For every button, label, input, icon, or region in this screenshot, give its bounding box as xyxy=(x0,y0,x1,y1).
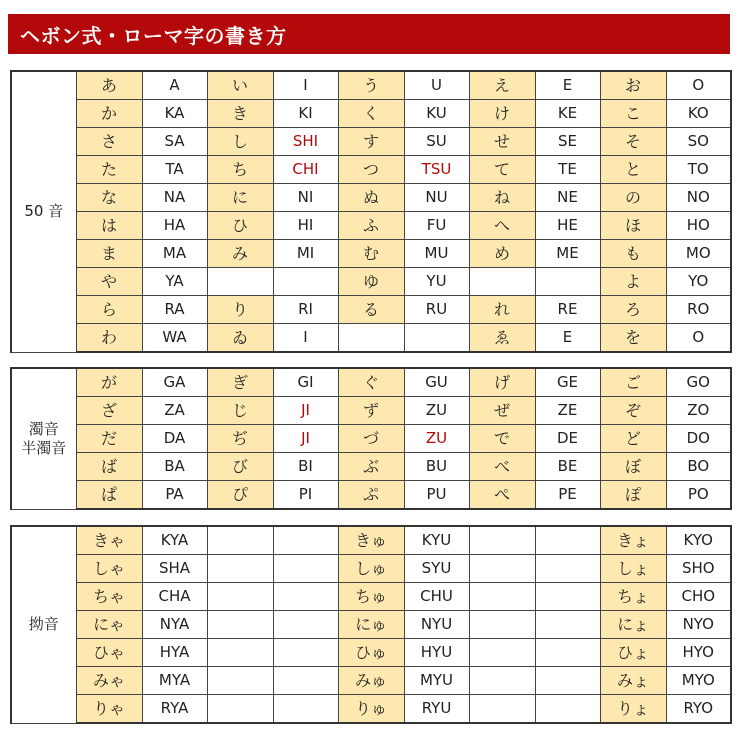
romaji-cell: SHO xyxy=(666,555,731,583)
romaji-cell: RA xyxy=(142,296,207,324)
kana-cell: ひゅ xyxy=(338,639,404,667)
kana-cell: お xyxy=(600,71,666,100)
kana-cell: みゃ xyxy=(76,667,142,695)
kana-cell: しゅ xyxy=(338,555,404,583)
romaji-cell: O xyxy=(666,71,731,100)
empty-cell xyxy=(469,667,535,695)
romaji-cell: E xyxy=(535,324,600,353)
romaji-cell: E xyxy=(535,71,600,100)
romaji-cell: CHO xyxy=(666,583,731,611)
romaji-cell: YO xyxy=(666,268,731,296)
romaji-cell: RYO xyxy=(666,695,731,724)
empty-cell xyxy=(535,611,600,639)
kana-cell: て xyxy=(469,156,535,184)
romaji-cell: ZU xyxy=(404,397,469,425)
kana-cell: みょ xyxy=(600,667,666,695)
empty-cell xyxy=(207,611,273,639)
romaji-cell: ZA xyxy=(142,397,207,425)
kana-cell: ら xyxy=(76,296,142,324)
kana-cell: る xyxy=(338,296,404,324)
romaji-cell: NE xyxy=(535,184,600,212)
empty-cell xyxy=(469,639,535,667)
table-row xyxy=(11,128,731,156)
romaji-cell: DO xyxy=(666,425,731,453)
romaji-cell: ZO xyxy=(666,397,731,425)
table-row xyxy=(11,156,731,184)
romaji-cell: O xyxy=(666,324,731,353)
kana-cell: く xyxy=(338,100,404,128)
table-row xyxy=(11,453,731,481)
kana-cell: ぽ xyxy=(600,481,666,510)
empty-cell xyxy=(469,695,535,724)
romaji-cell: GA xyxy=(142,368,207,397)
section-label: 濁音 半濁音 xyxy=(11,368,76,509)
kana-cell: ま xyxy=(76,240,142,268)
kana-cell: ぐ xyxy=(338,368,404,397)
romaji-cell: FU xyxy=(404,212,469,240)
kana-cell: ひょ xyxy=(600,639,666,667)
romaji-cell: TO xyxy=(666,156,731,184)
romaji-cell: SHI xyxy=(273,128,338,156)
kana-cell: で xyxy=(469,425,535,453)
table-row xyxy=(11,695,731,724)
empty-cell xyxy=(535,667,600,695)
kana-cell: と xyxy=(600,156,666,184)
kana-cell: きょ xyxy=(600,526,666,555)
table-row xyxy=(11,481,731,510)
empty-cell xyxy=(273,583,338,611)
kana-cell: ひゃ xyxy=(76,639,142,667)
empty-cell xyxy=(273,611,338,639)
romaji-cell: DA xyxy=(142,425,207,453)
empty-cell xyxy=(207,639,273,667)
empty-cell xyxy=(273,639,338,667)
empty-cell xyxy=(469,555,535,583)
romaji-cell: KE xyxy=(535,100,600,128)
table-row xyxy=(11,639,731,667)
romaji-cell: GU xyxy=(404,368,469,397)
table-row xyxy=(11,240,731,268)
empty-cell xyxy=(535,583,600,611)
romaji-cell: YA xyxy=(142,268,207,296)
kana-cell: じ xyxy=(207,397,273,425)
kana-cell: に xyxy=(207,184,273,212)
table-row xyxy=(11,397,731,425)
romaji-cell: MYA xyxy=(142,667,207,695)
romaji-cell: TE xyxy=(535,156,600,184)
kana-cell: りゅ xyxy=(338,695,404,724)
romaji-cell: WA xyxy=(142,324,207,353)
kana-cell: にゅ xyxy=(338,611,404,639)
kana-cell: み xyxy=(207,240,273,268)
romaji-cell: JI xyxy=(273,425,338,453)
romaji-cell: MYO xyxy=(666,667,731,695)
romaji-cell: MYU xyxy=(404,667,469,695)
romaji-cell: ZE xyxy=(535,397,600,425)
empty-cell xyxy=(207,268,273,296)
kana-cell: しょ xyxy=(600,555,666,583)
table-row xyxy=(11,100,731,128)
romaji-cell: PO xyxy=(666,481,731,510)
kana-cell: へ xyxy=(469,212,535,240)
empty-cell xyxy=(207,526,273,555)
romaji-cell: SA xyxy=(142,128,207,156)
kana-cell: れ xyxy=(469,296,535,324)
romaji-cell: MO xyxy=(666,240,731,268)
romaji-cell: SO xyxy=(666,128,731,156)
empty-cell xyxy=(207,555,273,583)
romaji-cell: NA xyxy=(142,184,207,212)
romaji-cell: SYU xyxy=(404,555,469,583)
romaji-cell: YU xyxy=(404,268,469,296)
empty-cell xyxy=(273,268,338,296)
romaji-cell: KO xyxy=(666,100,731,128)
table-row xyxy=(11,268,731,296)
kana-cell: きゅ xyxy=(338,526,404,555)
empty-cell xyxy=(535,526,600,555)
kana-cell: にゃ xyxy=(76,611,142,639)
kana-cell: り xyxy=(207,296,273,324)
kana-cell: ね xyxy=(469,184,535,212)
romaji-cell: PA xyxy=(142,481,207,510)
kana-cell: りょ xyxy=(600,695,666,724)
romaji-cell: HE xyxy=(535,212,600,240)
romaji-cell: NYU xyxy=(404,611,469,639)
kana-cell: た xyxy=(76,156,142,184)
kana-cell: ちょ xyxy=(600,583,666,611)
kana-cell: げ xyxy=(469,368,535,397)
romaji-cell: I xyxy=(273,324,338,353)
kana-cell: を xyxy=(600,324,666,353)
romaji-cell: TSU xyxy=(404,156,469,184)
romaji-cell: HO xyxy=(666,212,731,240)
romaji-cell: DE xyxy=(535,425,600,453)
empty-cell xyxy=(469,268,535,296)
kana-cell: め xyxy=(469,240,535,268)
romaji-cell: MU xyxy=(404,240,469,268)
romaji-cell: KU xyxy=(404,100,469,128)
kana-cell: ぶ xyxy=(338,453,404,481)
romaji-cell: MI xyxy=(273,240,338,268)
romaji-cell: NU xyxy=(404,184,469,212)
empty-cell xyxy=(535,639,600,667)
romaji-cell: HYA xyxy=(142,639,207,667)
romaji-cell: JI xyxy=(273,397,338,425)
kana-cell: な xyxy=(76,184,142,212)
romaji-cell: SU xyxy=(404,128,469,156)
romaji-cell: HA xyxy=(142,212,207,240)
kana-cell: にょ xyxy=(600,611,666,639)
empty-cell xyxy=(469,526,535,555)
kana-cell: ちゃ xyxy=(76,583,142,611)
romaji-cell: CHI xyxy=(273,156,338,184)
table-row xyxy=(11,324,731,353)
romaji-cell: CHA xyxy=(142,583,207,611)
table-row xyxy=(11,611,731,639)
empty-cell xyxy=(207,583,273,611)
romaji-cell: GO xyxy=(666,368,731,397)
kana-cell: ず xyxy=(338,397,404,425)
kana-cell: よ xyxy=(600,268,666,296)
kana-cell: か xyxy=(76,100,142,128)
kana-cell: ぺ xyxy=(469,481,535,510)
romaji-cell: SE xyxy=(535,128,600,156)
kana-cell: づ xyxy=(338,425,404,453)
kana-cell: ご xyxy=(600,368,666,397)
kana-cell: え xyxy=(469,71,535,100)
kana-cell: だ xyxy=(76,425,142,453)
romaji-cell: U xyxy=(404,71,469,100)
kana-cell: ぷ xyxy=(338,481,404,510)
kana-cell: あ xyxy=(76,71,142,100)
kana-cell: ぎ xyxy=(207,368,273,397)
section-label: 拗音 xyxy=(11,526,76,723)
kana-cell: ゑ xyxy=(469,324,535,353)
romaji-cell: A xyxy=(142,71,207,100)
empty-cell xyxy=(404,324,469,353)
kana-cell: つ xyxy=(338,156,404,184)
romaji-cell: PU xyxy=(404,481,469,510)
kana-cell: ほ xyxy=(600,212,666,240)
romaji-cell: HYO xyxy=(666,639,731,667)
romaji-cell: KYA xyxy=(142,526,207,555)
kana-cell: きゃ xyxy=(76,526,142,555)
youon-table xyxy=(10,525,732,724)
empty-cell xyxy=(273,667,338,695)
kana-cell: し xyxy=(207,128,273,156)
romaji-cell: BA xyxy=(142,453,207,481)
kana-cell: ふ xyxy=(338,212,404,240)
kana-cell: ぜ xyxy=(469,397,535,425)
romaji-cell: RYU xyxy=(404,695,469,724)
romaji-cell: ZU xyxy=(404,425,469,453)
kana-cell: ぼ xyxy=(600,453,666,481)
romaji-cell: TA xyxy=(142,156,207,184)
romaji-cell: RU xyxy=(404,296,469,324)
kana-cell: わ xyxy=(76,324,142,353)
kana-cell: ぬ xyxy=(338,184,404,212)
romaji-cell: CHU xyxy=(404,583,469,611)
kana-cell: む xyxy=(338,240,404,268)
kana-cell: も xyxy=(600,240,666,268)
romaji-cell: NI xyxy=(273,184,338,212)
table-row xyxy=(11,667,731,695)
romaji-cell: MA xyxy=(142,240,207,268)
kana-cell: ぴ xyxy=(207,481,273,510)
page-title: ヘボン式・ローマ字の書き方 xyxy=(20,23,287,48)
empty-cell xyxy=(535,268,600,296)
kana-cell: が xyxy=(76,368,142,397)
kana-cell: ば xyxy=(76,453,142,481)
romaji-cell: ME xyxy=(535,240,600,268)
empty-cell xyxy=(469,611,535,639)
empty-cell xyxy=(273,695,338,724)
kana-cell: ざ xyxy=(76,397,142,425)
kana-cell: せ xyxy=(469,128,535,156)
empty-cell xyxy=(535,695,600,724)
kana-cell: き xyxy=(207,100,273,128)
romaji-cell: PE xyxy=(535,481,600,510)
kana-cell: そ xyxy=(600,128,666,156)
kana-cell: ど xyxy=(600,425,666,453)
romaji-cell: RI xyxy=(273,296,338,324)
romaji-cell: GI xyxy=(273,368,338,397)
table-row xyxy=(11,425,731,453)
kana-cell: ろ xyxy=(600,296,666,324)
romaji-cell: PI xyxy=(273,481,338,510)
gojuon-table xyxy=(10,70,732,353)
romaji-cell: KYU xyxy=(404,526,469,555)
romaji-cell: HI xyxy=(273,212,338,240)
kana-cell: び xyxy=(207,453,273,481)
romaji-cell: NO xyxy=(666,184,731,212)
table-row xyxy=(11,368,731,397)
kana-cell: ちゅ xyxy=(338,583,404,611)
kana-cell: みゅ xyxy=(338,667,404,695)
empty-cell xyxy=(273,526,338,555)
table-row xyxy=(11,583,731,611)
kana-cell: ぱ xyxy=(76,481,142,510)
dakuon-table xyxy=(10,367,732,510)
empty-cell xyxy=(273,555,338,583)
section-label: 50 音 xyxy=(11,71,76,352)
romaji-cell: RO xyxy=(666,296,731,324)
table-row xyxy=(11,296,731,324)
kana-cell: ゐ xyxy=(207,324,273,353)
kana-cell: の xyxy=(600,184,666,212)
romaji-cell: BU xyxy=(404,453,469,481)
kana-cell: ぞ xyxy=(600,397,666,425)
kana-cell: は xyxy=(76,212,142,240)
romaji-cell: RE xyxy=(535,296,600,324)
kana-cell: しゃ xyxy=(76,555,142,583)
table-row xyxy=(11,71,731,100)
romaji-cell: KYO xyxy=(666,526,731,555)
empty-cell xyxy=(535,555,600,583)
kana-cell: べ xyxy=(469,453,535,481)
kana-cell: け xyxy=(469,100,535,128)
romaji-cell: BI xyxy=(273,453,338,481)
empty-cell xyxy=(207,667,273,695)
empty-cell xyxy=(207,695,273,724)
table-row xyxy=(11,526,731,555)
table-row xyxy=(11,212,731,240)
romaji-cell: HYU xyxy=(404,639,469,667)
romaji-cell: KA xyxy=(142,100,207,128)
empty-cell xyxy=(469,583,535,611)
romaji-cell: NYA xyxy=(142,611,207,639)
kana-cell: ひ xyxy=(207,212,273,240)
empty-cell xyxy=(338,324,404,353)
romaji-cell: NYO xyxy=(666,611,731,639)
kana-cell: こ xyxy=(600,100,666,128)
kana-cell: う xyxy=(338,71,404,100)
romaji-cell: BE xyxy=(535,453,600,481)
kana-cell: や xyxy=(76,268,142,296)
romaji-cell: RYA xyxy=(142,695,207,724)
romaji-cell: KI xyxy=(273,100,338,128)
kana-cell: ぢ xyxy=(207,425,273,453)
table-row xyxy=(11,184,731,212)
title-bar xyxy=(8,14,730,54)
romaji-cell: I xyxy=(273,71,338,100)
romaji-cell: GE xyxy=(535,368,600,397)
kana-cell: さ xyxy=(76,128,142,156)
romaji-cell: SHA xyxy=(142,555,207,583)
table-row xyxy=(11,555,731,583)
kana-cell: ゆ xyxy=(338,268,404,296)
kana-cell: ち xyxy=(207,156,273,184)
kana-cell: す xyxy=(338,128,404,156)
romaji-cell: BO xyxy=(666,453,731,481)
kana-cell: りゃ xyxy=(76,695,142,724)
kana-cell: い xyxy=(207,71,273,100)
